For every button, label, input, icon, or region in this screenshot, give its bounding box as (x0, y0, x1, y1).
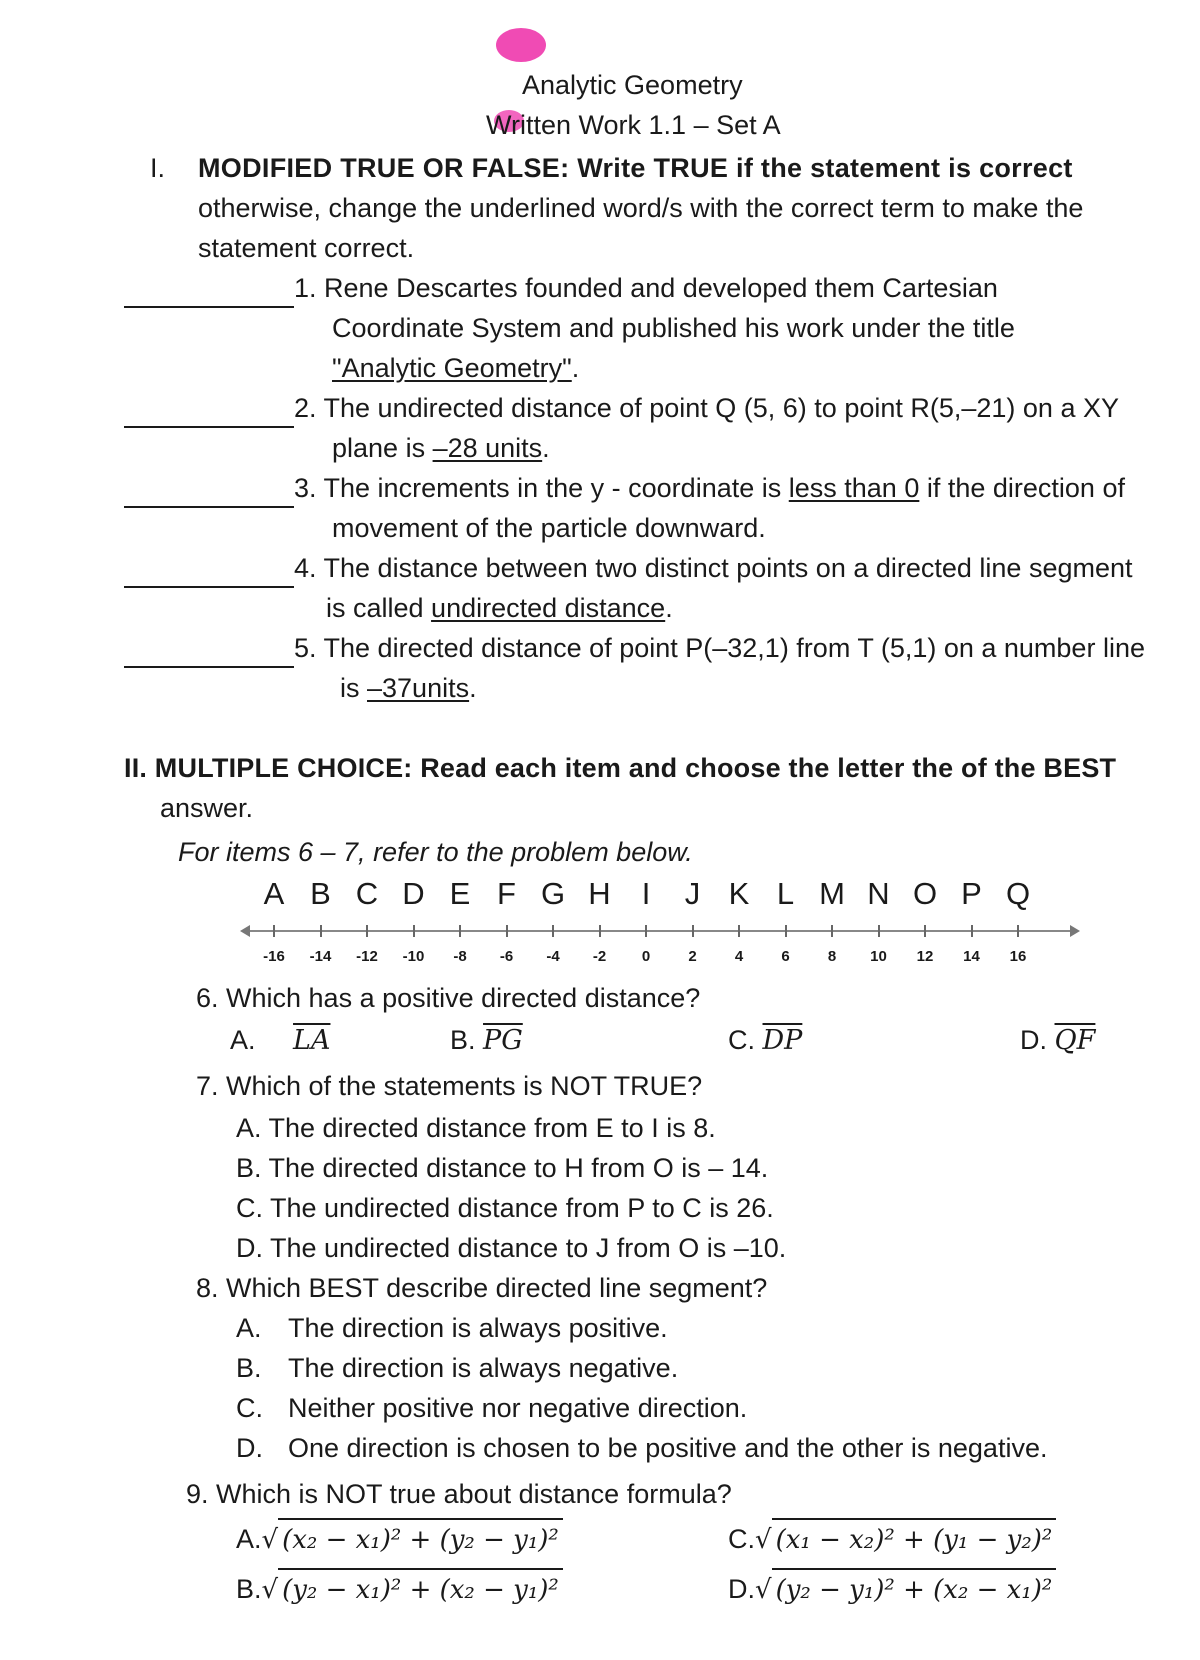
number-line-numbers (240, 948, 1080, 972)
tick-number: 8 (827, 948, 837, 965)
point-label-c: C (355, 876, 379, 911)
q9-option-d[interactable]: D.√ (y₂ − y₁)² + (x₂ − x₁)² (728, 1568, 1056, 1610)
q8-option-d[interactable]: D. One direction is chosen to be positive and the other is negative. (236, 1433, 1048, 1463)
tf-item-4: 4. The distance between two distinct points on a directed line segment (124, 548, 1133, 588)
point-label-l: L (776, 876, 795, 911)
underlined-term-5: –37units (367, 673, 470, 703)
tick-mark (878, 925, 880, 937)
q9-option-b[interactable]: B.√ (y₂ − x₁)² + (x₂ − y₁)² (236, 1568, 563, 1610)
tf-item-4-line2: is called undirected distance. (326, 593, 673, 623)
segment-pg: $\overline{PG}$ (483, 1025, 523, 1056)
q7-option-d[interactable]: D. The undirected distance to J from O is –10. (236, 1233, 787, 1263)
q7-option-a[interactable]: A. The directed distance from E to I is 8. (236, 1113, 716, 1143)
q7-stem: 7. Which of the statements is NOT TRUE? (196, 1071, 703, 1101)
q6-option-d[interactable]: D. $\overline{QF}$ (1020, 1025, 1096, 1056)
q9-a-expression: (x₂ − x₁)² + (y₂ − y₁)² (278, 1518, 563, 1560)
tick-number: -4 (546, 948, 560, 965)
tick-number: 14 (963, 948, 980, 965)
answer-blank-4[interactable] (124, 558, 294, 588)
q8-option-a[interactable]: A. The direction is always positive. (236, 1313, 668, 1343)
tick-number: -16 (263, 948, 285, 965)
tick-mark (599, 925, 601, 937)
part1-instruction-line3: statement correct. (198, 233, 415, 263)
tick-mark (738, 925, 740, 937)
q7-option-b[interactable]: B. The directed distance to H from O is – 14. (236, 1153, 769, 1183)
tick-mark (1017, 925, 1019, 937)
tick-number: 2 (688, 948, 697, 965)
tick-mark (552, 925, 554, 937)
q8-option-c[interactable]: C. Neither positive nor negative direction. (236, 1393, 748, 1423)
tf-item-1-line2: Coordinate System and published his work under the title (332, 313, 1015, 343)
q6-option-c[interactable]: C. $\overline{DP}$ (728, 1025, 803, 1056)
answer-blank-1[interactable] (124, 278, 294, 308)
tf-item-5: 5. The directed distance of point P(–32,1) from T (5,1) on a number line (124, 628, 1145, 668)
point-label-b: B (310, 876, 331, 911)
q9-option-a[interactable]: A.√ (x₂ − x₁)² + (y₂ − y₁)² (236, 1518, 563, 1560)
tick-number: -12 (356, 948, 378, 965)
segment-la: $\overline{LA}$ (293, 1025, 331, 1056)
point-label-o: O (912, 876, 938, 911)
point-label-e: E (449, 876, 471, 911)
page-title: Analytic Geometry (522, 70, 743, 100)
tick-mark (413, 925, 415, 937)
underlined-term-3: less than 0 (788, 473, 920, 503)
tick-number: 6 (781, 948, 790, 965)
tick-mark (645, 925, 647, 937)
part2-instruction-line2: answer. (160, 793, 254, 823)
tick-mark (692, 925, 694, 937)
tf-item-5-line2: is –37units. (340, 673, 477, 703)
point-label-d: D (402, 876, 425, 911)
point-label-f: F (497, 876, 516, 911)
page-subtitle: Written Work 1.1 – Set A (486, 110, 781, 140)
tick-mark (320, 925, 322, 937)
tick-number: -10 (402, 948, 425, 965)
number-line-letters (240, 876, 1080, 916)
part1-numeral: I. (150, 153, 166, 183)
q7-option-c[interactable]: C. The undirected distance from P to C is 26. (236, 1193, 774, 1223)
point-label-j: J (684, 876, 701, 911)
point-label-i: I (641, 876, 651, 911)
segment-qf: $\overline{QF}$ (1054, 1025, 1096, 1056)
tf-item-1: 1. Rene Descartes founded and developed them Cartesian (124, 268, 998, 308)
tick-number: -6 (499, 948, 514, 965)
tick-number: -8 (453, 948, 467, 965)
tick-number: 12 (916, 948, 934, 965)
tick-mark (924, 925, 926, 937)
q6-stem: 6. Which has a positive directed distance? (196, 983, 701, 1013)
tick-number: -2 (592, 948, 607, 965)
tick-mark (831, 925, 833, 937)
segment-dp: $\overline{DP}$ (762, 1025, 803, 1056)
q8-stem: 8. Which BEST describe directed line segment? (196, 1273, 768, 1303)
tick-mark (785, 925, 787, 937)
point-label-h: H (588, 876, 611, 911)
tick-number: 10 (870, 948, 887, 965)
part1-instruction: MODIFIED TRUE OR FALSE: Write TRUE if the statement is correct (198, 153, 1073, 183)
part2-instruction: II. MULTIPLE CHOICE: Read each item and choose the letter the of the BEST (124, 753, 1117, 783)
tick-mark (366, 925, 368, 937)
tick-mark (971, 925, 973, 937)
q9-d-expression: (y₂ − y₁)² + (x₂ − x₁)² (772, 1568, 1057, 1610)
pink-mark-top (496, 28, 546, 62)
q9-stem: 9. Which is NOT true about distance formula? (186, 1479, 732, 1509)
point-label-p: P (961, 876, 982, 911)
tick-number: 4 (734, 948, 744, 965)
underlined-term-2: –28 units (432, 433, 543, 463)
point-label-q: Q (1005, 876, 1031, 911)
tf-item-2: 2. The undirected distance of point Q (5, 6) to point R(5,–21) on a XY (124, 388, 1119, 428)
underlined-term-4: undirected distance (431, 593, 666, 623)
q6-option-b[interactable]: B. $\overline{PG}$ (450, 1025, 523, 1056)
tick-number: 16 (1009, 948, 1027, 965)
number-line-ticks (240, 931, 1080, 941)
number-line (240, 876, 1080, 976)
answer-blank-2[interactable] (124, 398, 294, 428)
tick-number: 0 (641, 948, 651, 965)
tick-mark (459, 925, 461, 937)
point-label-m: M (819, 876, 845, 911)
q6-option-a[interactable]: A. $\overline{LA}$ (230, 1025, 331, 1056)
tick-mark (506, 925, 508, 937)
point-label-n: N (867, 876, 890, 911)
underlined-term-1: "Analytic Geometry" (332, 353, 572, 383)
refer-note: For items 6 – 7, refer to the problem below. (178, 837, 693, 867)
q8-option-b[interactable]: B. The direction is always negative. (236, 1353, 679, 1383)
tick-number: -14 (309, 948, 332, 965)
point-label-g: G (540, 876, 566, 911)
tf-item-1-line3: "Analytic Geometry". (332, 353, 580, 383)
point-label-a: A (263, 876, 285, 911)
q9-option-c[interactable]: C.√ (x₁ − x₂)² + (y₁ − y₂)² (728, 1518, 1056, 1560)
q9-c-expression: (x₁ − x₂)² + (y₁ − y₂)² (772, 1518, 1057, 1560)
q9-b-expression: (y₂ − x₁)² + (x₂ − y₁)² (278, 1568, 563, 1610)
tf-item-3-line2: movement of the particle downward. (332, 513, 766, 543)
answer-blank-3[interactable] (124, 478, 294, 508)
tf-item-3: 3. The increments in the y - coordinate is less than 0 if the direction of (124, 468, 1125, 508)
part1-instruction-line2: otherwise, change the underlined word/s with the correct term to make the (198, 193, 1084, 223)
tf-item-2-line2: plane is –28 units. (332, 433, 550, 463)
answer-blank-5[interactable] (124, 638, 294, 668)
tick-mark (273, 925, 275, 937)
point-label-k: K (728, 876, 750, 911)
